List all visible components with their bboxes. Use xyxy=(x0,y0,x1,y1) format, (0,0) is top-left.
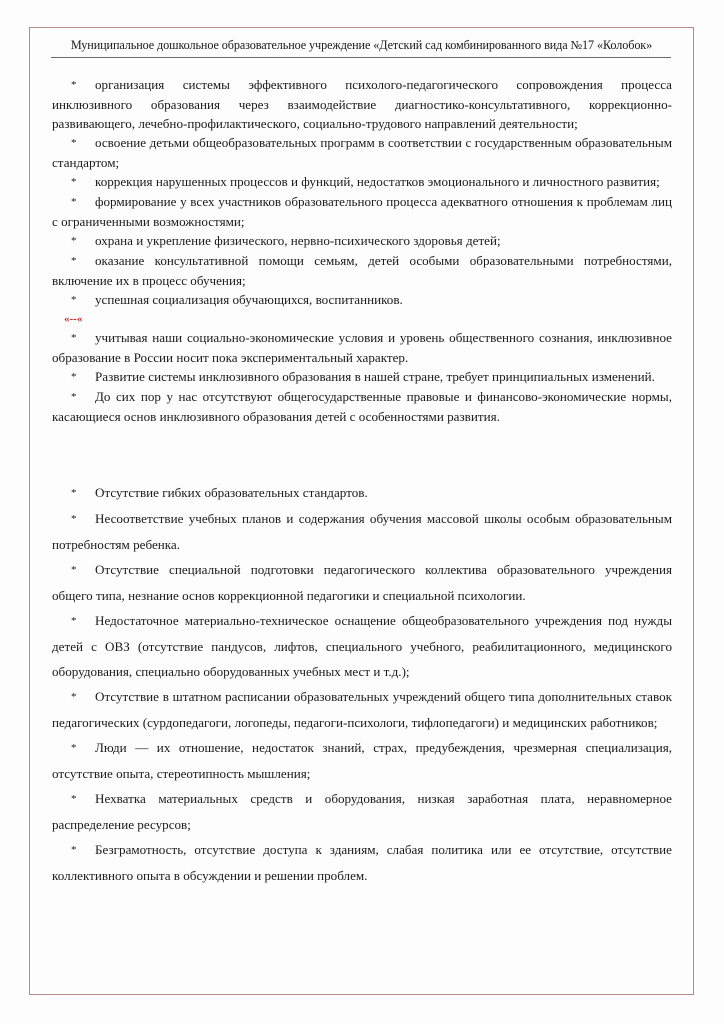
top-bullet-list xyxy=(52,75,672,310)
bullet-icon: * xyxy=(71,196,77,208)
list-item xyxy=(52,506,672,557)
list-item xyxy=(52,290,672,310)
header-divider xyxy=(51,57,671,58)
list-item xyxy=(52,75,672,133)
list-item xyxy=(52,786,672,837)
list-item-text: Несоответствие учебных планов и содержания обучения массовой школы особым образовательным потребностям ребенка. xyxy=(52,511,672,552)
bullet-icon: * xyxy=(71,615,77,627)
list-item-text: организация системы эффективного психолого-педагогического сопровождения процесса инклюзивного образования через взаимодействие диагностико-консультативного, коррекционно-развивающего, лечебно-профилактического, социально-трудового направлений деятельности; xyxy=(52,77,672,131)
list-item-text: коррекция нарушенных процессов и функций, недостатков эмоционального и личностного развития; xyxy=(95,174,660,189)
bullet-icon: * xyxy=(71,137,77,149)
bullet-icon: * xyxy=(71,176,77,188)
bullet-icon: * xyxy=(71,371,77,383)
bottom-bullet-list xyxy=(52,480,672,888)
list-item-text: Развитие системы инклюзивного образования в нашей стране, требует принципиальных изменений. xyxy=(95,369,655,384)
list-item xyxy=(52,192,672,231)
list-item xyxy=(52,231,672,251)
list-item-text: Люди — их отношение, недостаток знаний, страх, предубеждения, чрезмерная специализация, отсутствие опыта, стереотипность мышления; xyxy=(52,740,672,781)
list-item-text: Отсутствие в штатном расписании образовательных учреждений общего типа дополнительных ставок педагогических (сурдопедагоги, логопеды, педагоги-психологи, тифлопедагоги) и медицинских работников; xyxy=(52,689,672,730)
list-item-text: учитывая наши социально-экономические условия и уровень общественного сознания, инклюзивное образование в России носит пока экспериментальный характер. xyxy=(52,330,672,365)
bullet-icon: * xyxy=(71,487,77,499)
list-item xyxy=(52,557,672,608)
top-section xyxy=(52,75,672,426)
list-item-text: освоение детьми общеобразовательных программ в соответствии с государственным образовательным стандартом; xyxy=(52,135,672,170)
list-item-text: Отсутствие гибких образовательных стандартов. xyxy=(95,485,368,500)
bullet-icon: * xyxy=(71,793,77,805)
middle-bullet-list xyxy=(52,328,672,426)
list-item-text: До сих пор у нас отсутствуют общегосударственные правовые и финансово-экономические нормы, касающиеся основ инклюзивного образования детей с особенностями развития. xyxy=(52,389,672,424)
list-item xyxy=(52,251,672,290)
list-item xyxy=(52,735,672,786)
red-marker: «--« xyxy=(64,313,83,325)
bullet-icon: * xyxy=(71,513,77,525)
bullet-icon: * xyxy=(71,332,77,344)
bullet-icon: * xyxy=(71,564,77,576)
bullet-icon: * xyxy=(71,742,77,754)
list-item xyxy=(52,480,672,506)
list-item xyxy=(52,387,672,426)
list-item-text: формирование у всех участников образовательного процесса адекватного отношения к проблемам лиц с ограниченными возможностями; xyxy=(52,194,672,229)
bullet-icon: * xyxy=(71,294,77,306)
list-item xyxy=(52,367,672,387)
bullet-icon: * xyxy=(71,391,77,403)
list-item-text: Нехватка материальных средств и оборудования, низкая заработная плата, неравномерное распределение ресурсов; xyxy=(52,791,672,832)
bottom-section xyxy=(52,480,672,888)
list-item xyxy=(52,172,672,192)
list-item-text: Отсутствие специальной подготовки педагогического коллектива образовательного учреждения общего типа, незнание основ коррекционной педагогики и специальной психологии. xyxy=(52,562,672,603)
bullet-icon: * xyxy=(71,79,77,91)
bullet-icon: * xyxy=(71,235,77,247)
bullet-icon: * xyxy=(71,691,77,703)
list-item-text: Недостаточное материально-техническое оснащение общеобразовательного учреждения под нужды детей с ОВЗ (отсутствие пандусов, лифтов, специального учебного, реабилитационного, медицинского оборудования, специально оборудованных учебных мест и т.д.); xyxy=(52,613,672,679)
list-item xyxy=(52,837,672,888)
list-item-text: оказание консультативной помощи семьям, детей особыми образовательными потребностями, включение их в процесс обучения; xyxy=(52,253,672,288)
list-item xyxy=(52,684,672,735)
list-item-text: Безграмотность, отсутствие доступа к зданиям, слабая политика или ее отсутствие, отсутствие коллективного опыта в обсуждении и решении проблем. xyxy=(52,842,672,883)
bullet-icon: * xyxy=(71,844,77,856)
list-item xyxy=(52,328,672,367)
page-header: Муниципальное дошкольное образовательное учреждение «Детский сад комбинированного вида №17 «Колобок» xyxy=(70,38,653,52)
bullet-icon: * xyxy=(71,255,77,267)
list-item xyxy=(52,133,672,172)
list-item xyxy=(52,608,672,684)
list-item-text: успешная социализация обучающихся, воспитанников. xyxy=(95,292,403,307)
list-item-text: охрана и укрепление физического, нервно-психического здоровья детей; xyxy=(95,233,501,248)
